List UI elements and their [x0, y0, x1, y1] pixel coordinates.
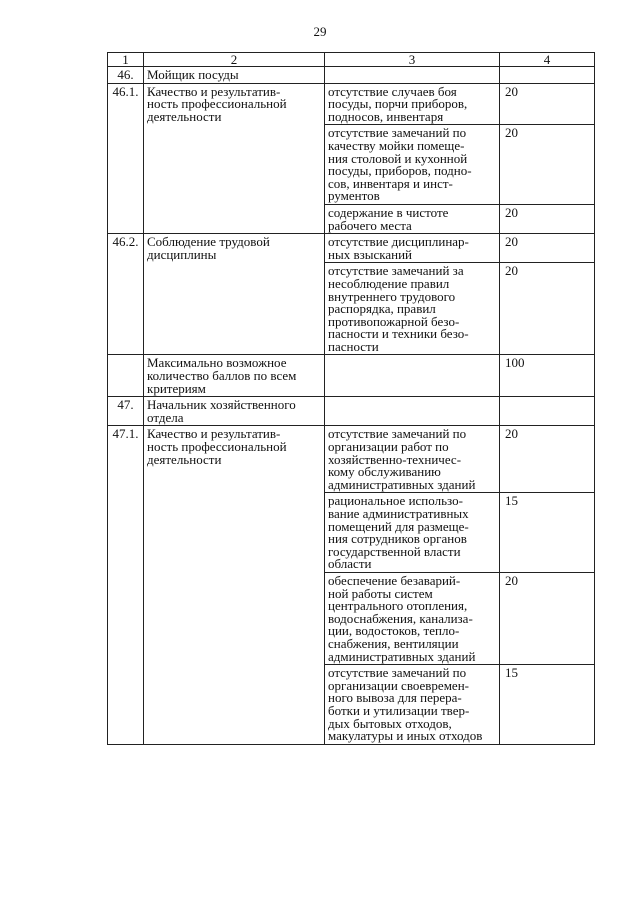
- indicator-cell: [325, 572, 500, 664]
- empty-cell: [325, 397, 500, 426]
- indicator-line: организации своевремен-: [328, 677, 469, 693]
- section-row: [108, 67, 595, 84]
- indicator-line: центрального отопления,: [328, 598, 468, 614]
- indicator-line: рабочего места: [328, 217, 412, 233]
- indicator-line: несоблюдение правил: [328, 275, 450, 291]
- indicator-line: качеству мойки помеще-: [328, 137, 465, 153]
- section-title-line: Начальник хозяйственного: [147, 397, 296, 413]
- indicator-line: отсутствие замечаний за: [328, 263, 464, 279]
- table-row: [108, 83, 595, 125]
- criteria-table-body: [108, 53, 595, 745]
- indicator-line: отсутствие замечаний по: [328, 125, 467, 141]
- criterion-line: деятельности: [147, 451, 222, 467]
- indicator-line: макулатуры и иных отходов: [328, 728, 483, 744]
- indicator-line: помещений для размеще-: [328, 518, 469, 534]
- column-header: 4: [500, 53, 595, 67]
- indicator-cell: [325, 204, 500, 233]
- indicator-line: вание административных: [328, 506, 469, 521]
- criteria-table: [107, 52, 595, 745]
- indicator-line: ции, водостоков, тепло-: [328, 623, 460, 639]
- header-row: [108, 53, 595, 67]
- criterion-line: Соблюдение трудовой: [147, 234, 270, 250]
- score-cell: 20: [500, 572, 595, 664]
- indicator-cell: [325, 125, 500, 205]
- indicator-line: ного вывоза для перера-: [328, 690, 462, 706]
- indicator-line: рументов: [328, 188, 380, 204]
- total-row: [108, 355, 595, 397]
- indicator-line: хозяйственно-техничес-: [328, 451, 462, 467]
- indicator-line: отсутствие случаев боя: [328, 83, 457, 99]
- indicator-line: пасности: [328, 338, 379, 354]
- indicator-line: водоснабжения, канализа-: [328, 610, 473, 626]
- indicator-line: сов, инвентаря и инст-: [328, 175, 453, 191]
- table-row: [108, 234, 595, 263]
- indicator-line: обеспечение безаварий-: [328, 572, 461, 588]
- indicator-line: содержание в чистоте: [328, 204, 449, 220]
- column-header: 1: [108, 53, 144, 67]
- empty-cell: [325, 67, 500, 84]
- score-cell: 20: [500, 426, 595, 493]
- indicator-line: отсутствие дисциплинар-: [328, 234, 469, 250]
- indicator-line: административных зданий: [328, 648, 476, 664]
- section-number: 46.: [108, 67, 144, 84]
- criterion-line: деятельности: [147, 108, 222, 124]
- indicator-line: посуды, приборов, подно-: [328, 163, 472, 179]
- criterion-cell: [144, 426, 325, 744]
- score-cell: 15: [500, 665, 595, 745]
- section-number: 47.: [108, 397, 144, 426]
- criterion-line: Качество и результатив-: [147, 83, 281, 99]
- indicator-line: отсутствие замечаний по: [328, 426, 467, 442]
- criterion-line: ность профессиональной: [147, 96, 287, 112]
- indicator-cell: [325, 234, 500, 263]
- indicator-line: противопожарной безо-: [328, 313, 460, 329]
- total-label-line: количество баллов по всем: [147, 368, 297, 384]
- empty-cell: [325, 355, 500, 397]
- criterion-cell: [144, 83, 325, 234]
- criterion-line: Качество и результатив-: [147, 426, 281, 442]
- indicator-line: государственной власти: [328, 543, 461, 559]
- indicator-cell: [325, 263, 500, 355]
- total-score: 100: [500, 355, 595, 397]
- section-row: [108, 397, 595, 426]
- indicator-line: организации работ по: [328, 439, 449, 455]
- item-number: 47.1.: [108, 426, 144, 744]
- score-cell: 20: [500, 83, 595, 125]
- indicator-cell: [325, 426, 500, 493]
- indicator-line: внутреннего трудового: [328, 288, 456, 304]
- empty-cell: [108, 355, 144, 397]
- indicator-line: ной работы систем: [328, 585, 433, 601]
- column-header: 2: [144, 53, 325, 67]
- indicator-cell: [325, 493, 500, 573]
- indicator-line: административных зданий: [328, 476, 476, 492]
- score-cell: 20: [500, 263, 595, 355]
- indicator-line: дых бытовых отходов,: [328, 715, 452, 731]
- item-number: 46.1.: [108, 83, 144, 234]
- table-row: [108, 426, 595, 493]
- empty-cell: [500, 67, 595, 84]
- indicator-cell: [325, 665, 500, 745]
- indicator-line: ния сотрудников органов: [328, 531, 467, 547]
- indicator-line: пасности и техники безо-: [328, 326, 469, 342]
- indicator-line: посуды, порчи приборов,: [328, 96, 468, 112]
- criterion-line: ность профессиональной: [147, 439, 287, 455]
- section-title-line: Мойщик посуды: [147, 67, 239, 82]
- indicator-line: ния столовой и кухонной: [328, 150, 468, 166]
- indicator-line: области: [328, 556, 372, 572]
- page-number: 29: [313, 24, 327, 39]
- item-number: 46.2.: [108, 234, 144, 355]
- section-title-line: отдела: [147, 409, 184, 425]
- indicator-line: рациональное использо-: [328, 493, 463, 509]
- indicator-line: подносов, инвентаря: [328, 108, 444, 124]
- indicator-line: отсутствие замечаний по: [328, 665, 467, 681]
- score-cell: 20: [500, 204, 595, 233]
- section-title: [144, 397, 325, 426]
- total-label: [144, 355, 325, 397]
- criterion-line: дисциплины: [147, 246, 217, 262]
- indicator-line: распорядка, правил: [328, 301, 436, 317]
- indicator-line: ботки и утилизации твер-: [328, 702, 470, 718]
- column-header: 3: [325, 53, 500, 67]
- indicator-line: ных взысканий: [328, 246, 412, 262]
- score-cell: 15: [500, 493, 595, 573]
- score-cell: 20: [500, 234, 595, 263]
- empty-cell: [500, 397, 595, 426]
- total-label-line: Максимально возможное: [147, 355, 287, 371]
- section-title: [144, 67, 325, 84]
- indicator-line: кому обслуживанию: [328, 464, 441, 480]
- criterion-cell: [144, 234, 325, 355]
- indicator-cell: [325, 83, 500, 125]
- indicator-line: снабжения, вентиляции: [328, 635, 459, 651]
- score-cell: 20: [500, 125, 595, 205]
- total-label-line: критериям: [147, 380, 206, 396]
